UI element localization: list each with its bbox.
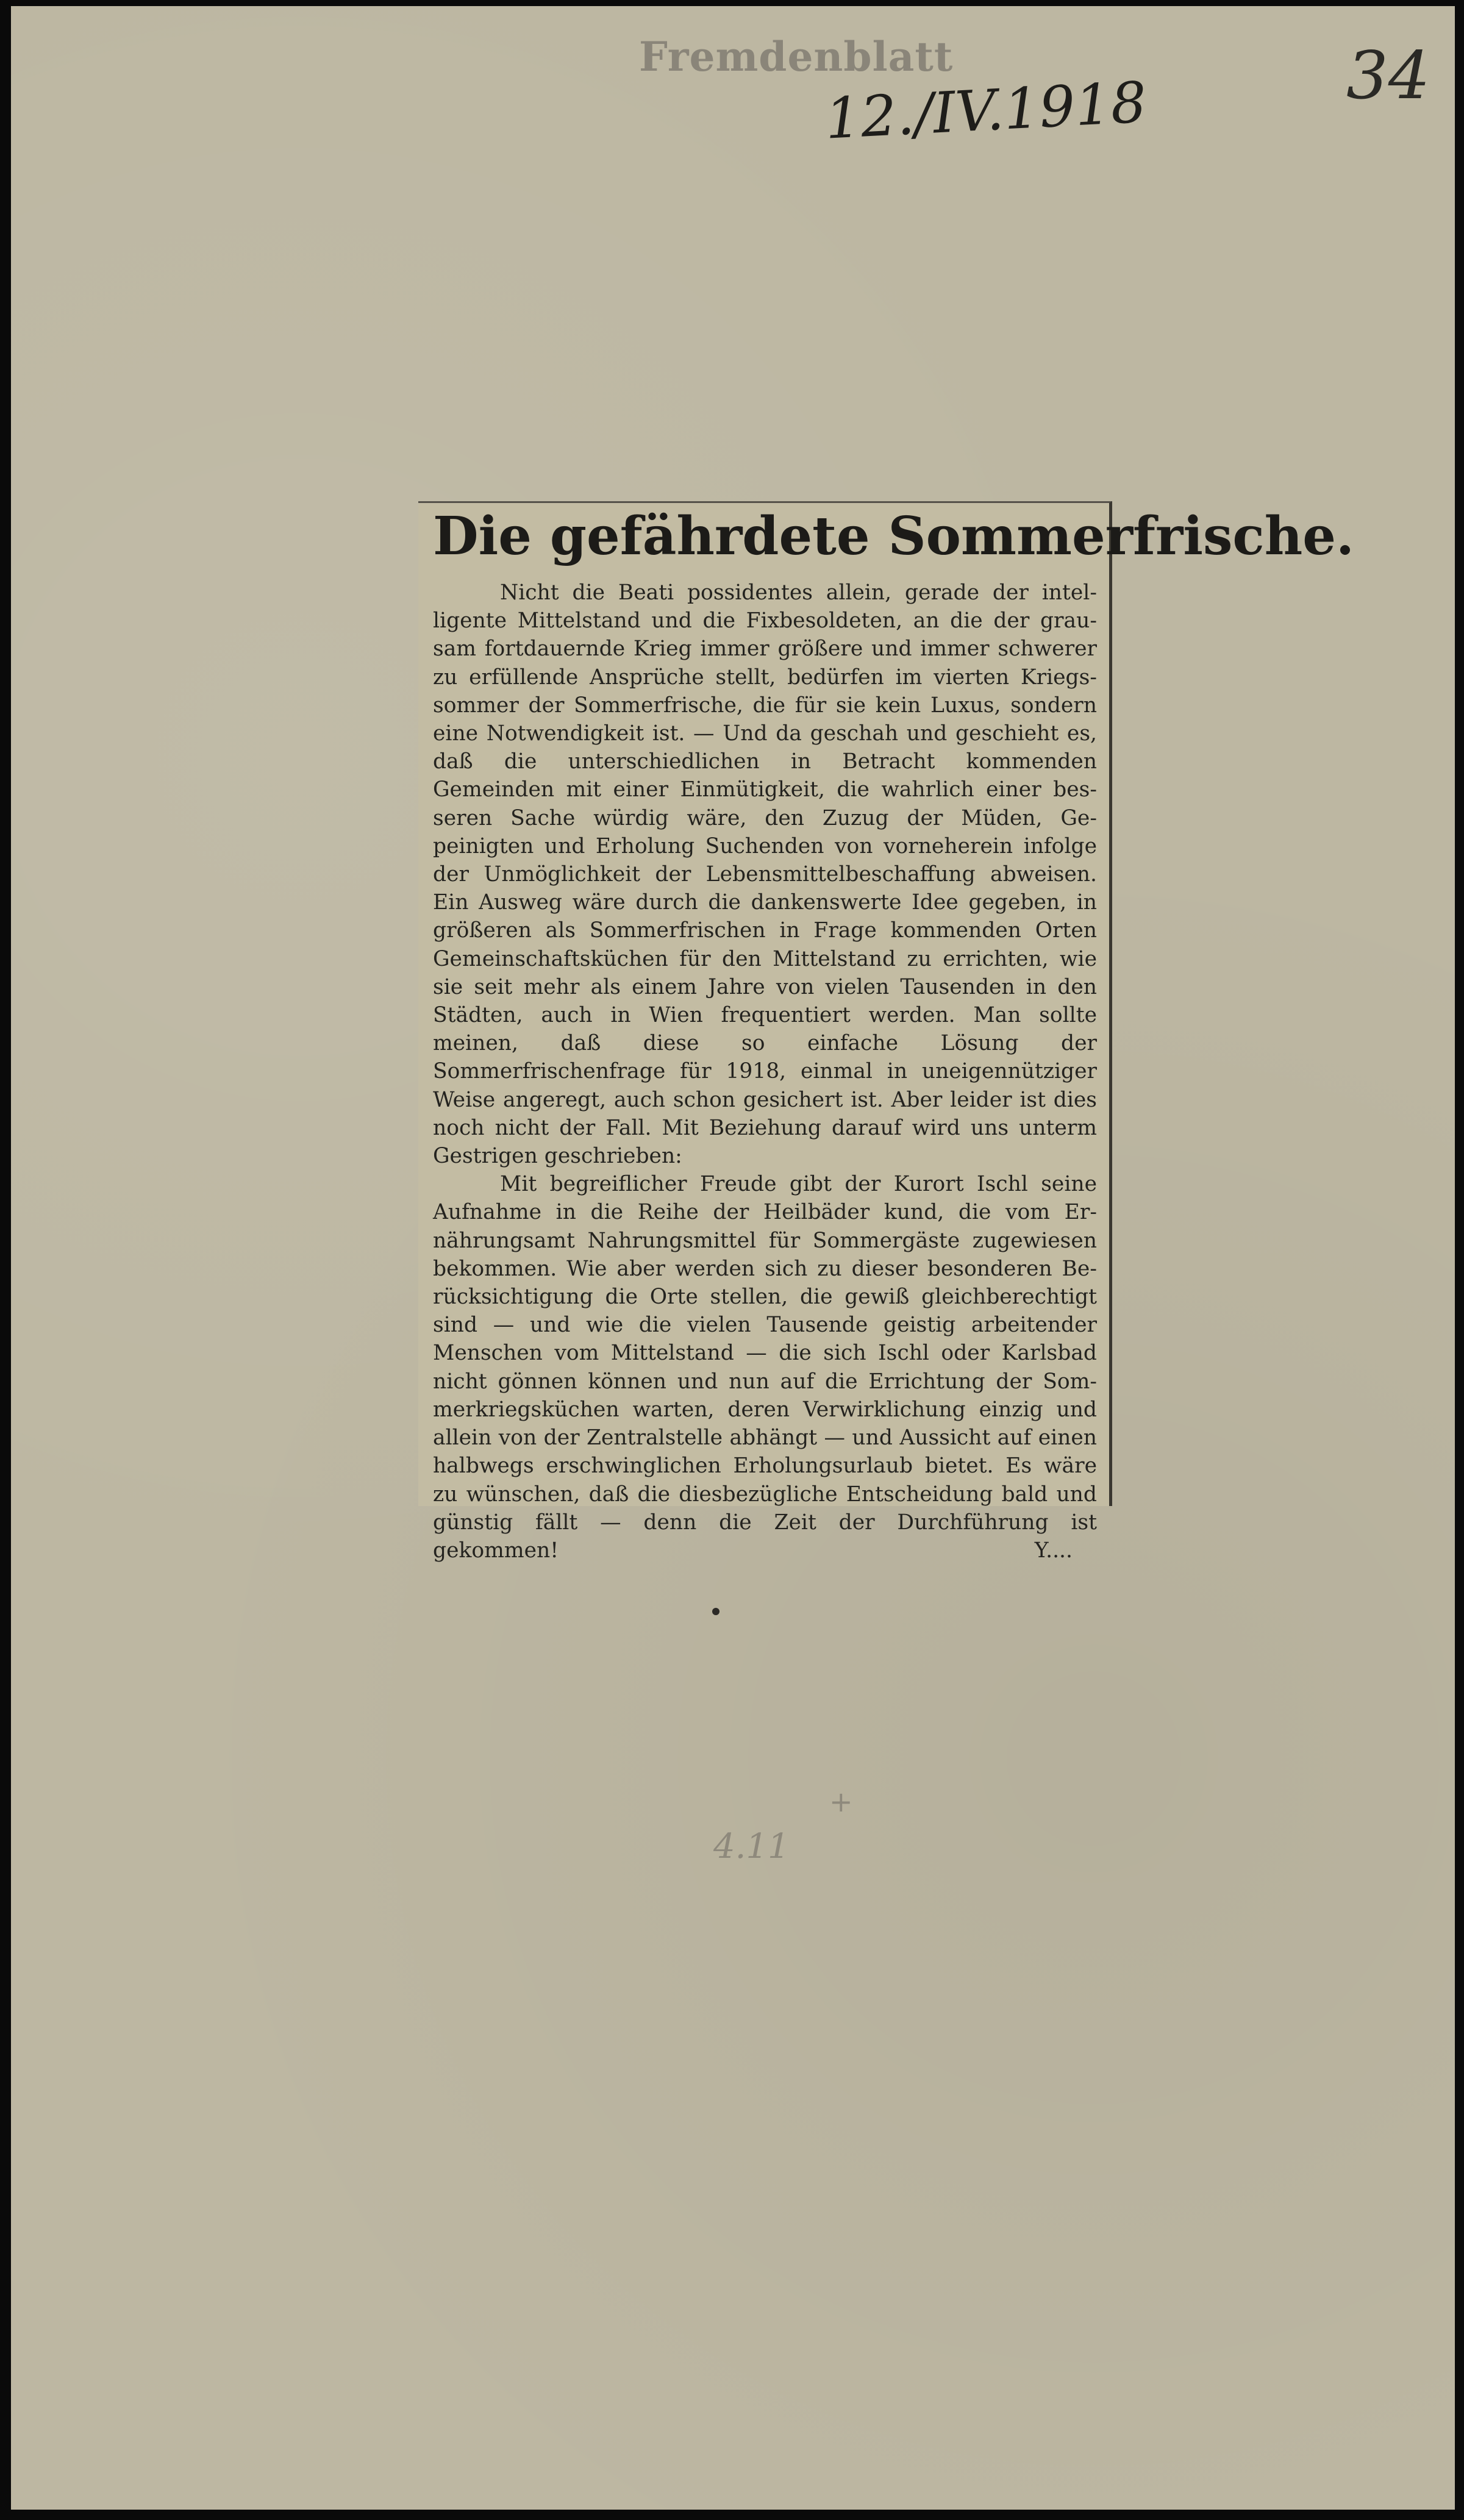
newspaper-clipping xyxy=(418,501,1354,1563)
handwritten-date: 12./IV.1918 xyxy=(823,70,1148,152)
clipping-paragraph: Nicht die Beati possidentes allein, gerade der intelligente Mittelstand und die Fixbesoldeten, an die der grausam fortdauernde Krieg immer größere und immer schwerer zu erfüllende Ansprüche stellt, bedürfen im vierten Kriegssommer der Sommerfrische, die für sie kein Luxus, sondern eine Notwendigkeit ist. — Und da geschah und geschieht es, daß die unterschiedlichen in Betracht kommenden Gemeinden mit einer Einmütigkeit, die wahrlich einer besseren Sache würdig wäre, den Zuzug der Müden, Gepeinigten und Erholung Suchenden von vorneherein infolge der Unmöglichkeit der Lebensmittelbeschaffung abweisen. Ein Ausweg wäre durch die dankenswerte Idee gegeben, in größeren als Sommerfrischen in Frage kommenden Orten Gemeinschaftsküchen für den Mittelstand zu errichten, wie sie seit mehr als einem Jahre von vielen Tausenden in den Städten, auch in Wien frequentiert werden. Man sollte meinen, daß diese so einfache Lösung der Sommerfrischenfrage für 1918, einmal in uneigennütziger Weise angeregt, auch schon gesichert ist. Aber leider ist dies noch nicht der Fall. Mit Beziehung darauf wird uns unterm Gestrigen geschrieben: xyxy=(433,580,1097,1169)
clipping-signature: Y.... xyxy=(1034,1538,1073,1563)
clipping-body xyxy=(433,579,1097,1565)
ink-dot xyxy=(712,1608,720,1615)
pencil-note: 4.11 xyxy=(713,1827,790,1866)
pencil-cross-mark: + xyxy=(829,1785,853,1818)
page-number: 34 xyxy=(1346,38,1430,114)
clipping-paragraph: Mit begreiflicher Freude gibt der Kurort Ischl seine Aufnahme in die Reihe der Heilbäder kund, die vom Ernährungsamt Nahrungsmittel für Sommergäste zugewiesen bekommen. Wie aber werden sich zu dieser besonderen Berücksichtigung die Orte stellen, die gewiß gleichberechtigt sind — und wie die vielen Tausende geistig arbeitender Menschen vom Mittelstand — die sich Ischl oder Karlsbad nicht gönnen können und nun auf die Errichtung der Sommerkriegsküchen warten, deren Verwirklichung einzig und allein von der Zentralstelle abhängt — und Aussicht auf einen halbwegs erschwinglichen Erholungsurlaub bietet. Es wäre zu wünschen, daß die diesbezügliche Entscheidung bald und günstig fällt — denn die Zeit der Durchführung ist gekommen! xyxy=(433,1172,1097,1563)
clipping-title: Die gefährdete Sommerfrische. xyxy=(433,505,1354,567)
newspaper-stamp: Fremdenblatt xyxy=(639,33,954,80)
archive-sheet xyxy=(11,6,1455,2510)
